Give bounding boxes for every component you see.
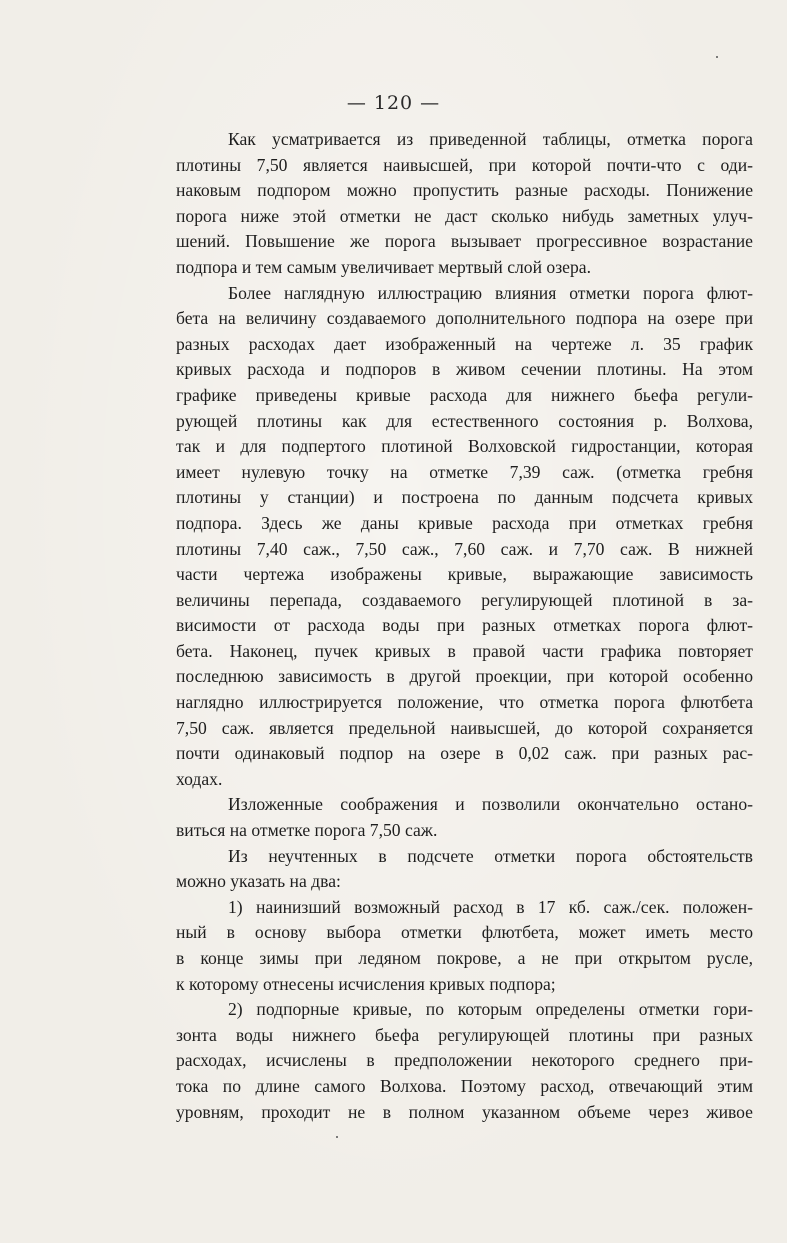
text-line: подпора и тем самым увеличивает мертвый слой озера.: [176, 256, 591, 277]
text-line: [176, 281, 753, 307]
text-line: разных расходах дает изображенный на чертеже л. 35 график: [176, 333, 753, 354]
text-line: уровням, проходит не в полном указанном объеме через живое: [176, 1101, 753, 1122]
text-line: величины перепада, создаваемого регулирующей плотиной в за-: [176, 589, 753, 610]
text-line: последнюю зависимость в другой проекции, при которой особенно: [176, 666, 753, 687]
paragraph: [176, 127, 753, 281]
text-line: плотины у станции) и построена по данным подсчета кривых: [176, 487, 753, 508]
body-text: [176, 127, 753, 1125]
text-line: в конце зимы при ледяном покрове, а не при открытом русле,: [176, 948, 753, 968]
text-line: бета на величину создаваемого дополнительного подпора на озере при: [176, 308, 753, 329]
text-line-content: 1) наинизший возможный расход в 17 кб. саж./сек. положен-: [228, 896, 753, 917]
text-line-content: Как усматривается из приведенной таблицы, отметка порога: [228, 129, 753, 149]
text-line: бета. Наконец, пучек кривых в правой части графика повторяет: [176, 640, 753, 661]
text-line: порога ниже этой отметки не даст сколько нибудь заметных улуч-: [176, 205, 753, 226]
text-line: зонта воды нижнего бьефа регулирующей плотины при разных: [176, 1024, 753, 1045]
text-line: части чертежа изображены кривые, выражающие зависимость: [176, 564, 753, 585]
text-line: наковым подпором можно пропустить разные расходы. Понижение: [176, 180, 753, 201]
paragraph: [176, 895, 753, 997]
text-line: [176, 895, 753, 921]
text-line: [176, 792, 753, 818]
text-line: наглядно иллюстрируется положение, что отметка порога флютбета: [176, 692, 753, 713]
text-line: [176, 127, 753, 153]
text-line: висимости от расхода воды при разных отметках порога флют-: [176, 615, 753, 636]
text-line-content: Более наглядную иллюстрацию влияния отметки порога флют-: [228, 282, 753, 303]
text-line: шений. Повышение же порога вызывает прогрессивное возрастание: [176, 231, 753, 252]
paragraph: [176, 997, 753, 1125]
text-line: почти одинаковый подпор на озере в 0,02 саж. при разных рас-: [176, 743, 753, 764]
text-line: плотины 7,40 саж., 7,50 саж., 7,60 саж. и 7,70 саж. В нижней: [176, 538, 753, 559]
paragraph: [176, 281, 753, 793]
text-line: ный в основу выбора отметки флютбета, может иметь место: [176, 922, 753, 943]
paragraph: [176, 844, 753, 895]
text-line: подпора. Здесь же даны кривые расхода при отметках гребня: [176, 512, 753, 533]
text-line: [176, 844, 753, 870]
text-line: к которому отнесены исчисления кривых подпора;: [176, 973, 556, 994]
text-line: имеет нулевую точку на отметке 7,39 саж. (отметка гребня: [176, 461, 753, 482]
text-line: так и для подпертого плотиной Волховской гидростанции, которая: [176, 436, 753, 457]
text-line: можно указать на два:: [176, 871, 341, 892]
page-number: — 120 —: [346, 92, 441, 114]
text-line: 7,50 саж. является предельной наивысшей, до которой сохраняется: [176, 717, 753, 738]
text-line: тока по длине самого Волхова. Поэтому расход, отвечающий этим: [176, 1075, 753, 1096]
text-line: расходах, исчислены в предположении некоторого среднего при-: [176, 1050, 753, 1071]
text-line: виться на отметке порога 7,50 саж.: [176, 820, 438, 841]
text-line: рующей плотины как для естественного состояния р. Волхова,: [176, 410, 753, 431]
text-line: плотины 7,50 является наивысшей, при которой почти-что с оди-: [176, 154, 753, 175]
text-line: [176, 997, 753, 1023]
scan-speck: [716, 56, 718, 58]
scan-speck: [336, 1136, 338, 1138]
text-line-content: 2) подпорные кривые, по которым определены отметки гори-: [228, 999, 753, 1020]
text-line: ходах.: [176, 768, 223, 789]
text-line: графике приведены кривые расхода для нижнего бьефа регули-: [176, 384, 753, 405]
text-line-content: Из неучтенных в подсчете отметки порога обстоятельств: [228, 845, 753, 866]
text-line: кривых расхода и подпоров в живом сечении плотины. На этом: [176, 359, 753, 380]
paragraph: [176, 792, 753, 843]
text-line-content: Изложенные соображения и позволили окончательно остано-: [228, 794, 753, 815]
